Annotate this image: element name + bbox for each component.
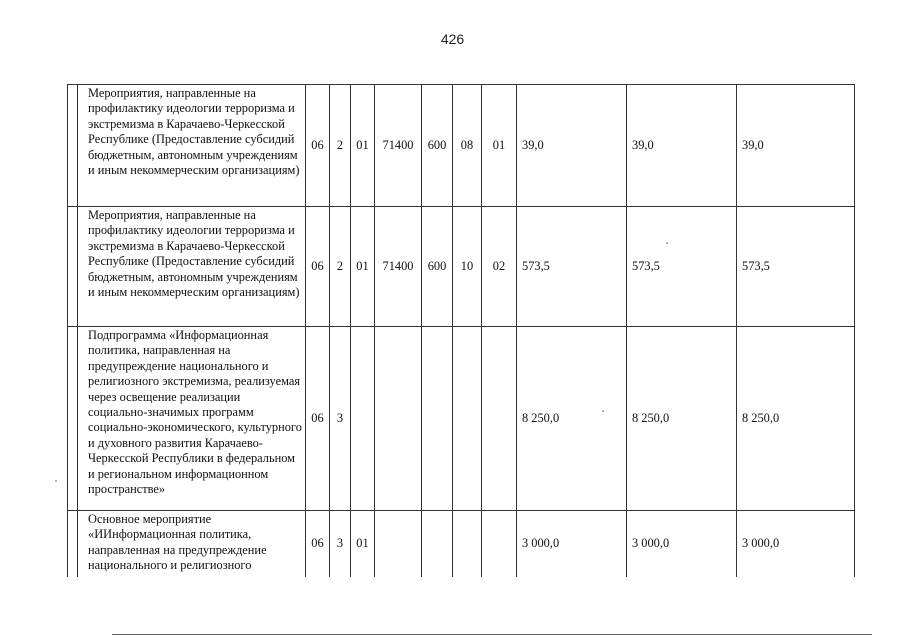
code-cell: 3 [330,327,351,511]
code-cell [375,327,422,511]
code-cell: 3 [330,511,351,577]
amount-cell: 3 000,0 [627,511,737,577]
code-cell: 10 [453,207,482,327]
code-cell: 2 [330,207,351,327]
code-cell [482,327,517,511]
item-name-cell: Мероприятия, направленные на профилактику идеологии терроризма и экстремизма в Карачаево-Черкесской Республике (Предоставление субсидий бюджетным, автономным учреждениям и иным некоммерческим организациям) [78,207,306,327]
empty-margin-cell [68,207,78,327]
amount-cell: 8 250,0 [517,327,627,511]
scan-bottom-edge [112,634,872,635]
code-cell [453,327,482,511]
amount-cell: 39,0 [517,85,627,207]
table-row [68,85,855,207]
code-cell: 06 [306,207,330,327]
code-cell: 71400 [375,85,422,207]
code-cell: 02 [482,207,517,327]
code-cell [422,511,453,577]
table-row [68,207,855,327]
item-name-cell: Мероприятия, направленные на профилактику идеологии терроризма и экстремизма в Карачаево-Черкесской Республике (Предоставление субсидий бюджетным, автономным учреждениям и иным некоммерческим организациям) [78,85,306,207]
code-cell: 06 [306,85,330,207]
code-cell: 600 [422,207,453,327]
table-row [68,511,855,577]
code-cell: 600 [422,85,453,207]
amount-cell: 39,0 [627,85,737,207]
amount-cell: 3 000,0 [517,511,627,577]
code-cell [453,511,482,577]
page-number: 426 [440,31,465,47]
amount-cell: 3 000,0 [737,511,855,577]
amount-cell: 573,5 [737,207,855,327]
amount-cell: 8 250,0 [737,327,855,511]
code-cell: 01 [351,207,375,327]
scan-speck [666,242,668,244]
empty-margin-cell [68,327,78,511]
code-cell: 2 [330,85,351,207]
code-cell [422,327,453,511]
code-cell: 01 [482,85,517,207]
budget-table [67,84,855,577]
empty-margin-cell [68,511,78,577]
code-cell: 06 [306,511,330,577]
item-name-cell: Подпрограмма «Информационная политика, направленная на предупреждение национального и религиозного экстремизма, реализуемая через освещение реализации социально-значимых программ социально-экономического, культурного и духовного развития Карачаево-Черкесской Республики в федеральном и региональном информационном пространстве» [78,327,306,511]
code-cell: 01 [351,511,375,577]
code-cell [375,511,422,577]
scan-speck [602,410,604,412]
code-cell [482,511,517,577]
scan-speck [55,480,57,482]
item-name-cell: Основное мероприятие «ИИнформационная политика, направленная на предупреждение национального и религиозного [78,511,306,577]
amount-cell: 8 250,0 [627,327,737,511]
code-cell: 08 [453,85,482,207]
amount-cell: 573,5 [627,207,737,327]
empty-margin-cell [68,85,78,207]
code-cell: 71400 [375,207,422,327]
code-cell: 06 [306,327,330,511]
amount-cell: 573,5 [517,207,627,327]
amount-cell: 39,0 [737,85,855,207]
code-cell: 01 [351,85,375,207]
table-row [68,327,855,511]
code-cell [351,327,375,511]
